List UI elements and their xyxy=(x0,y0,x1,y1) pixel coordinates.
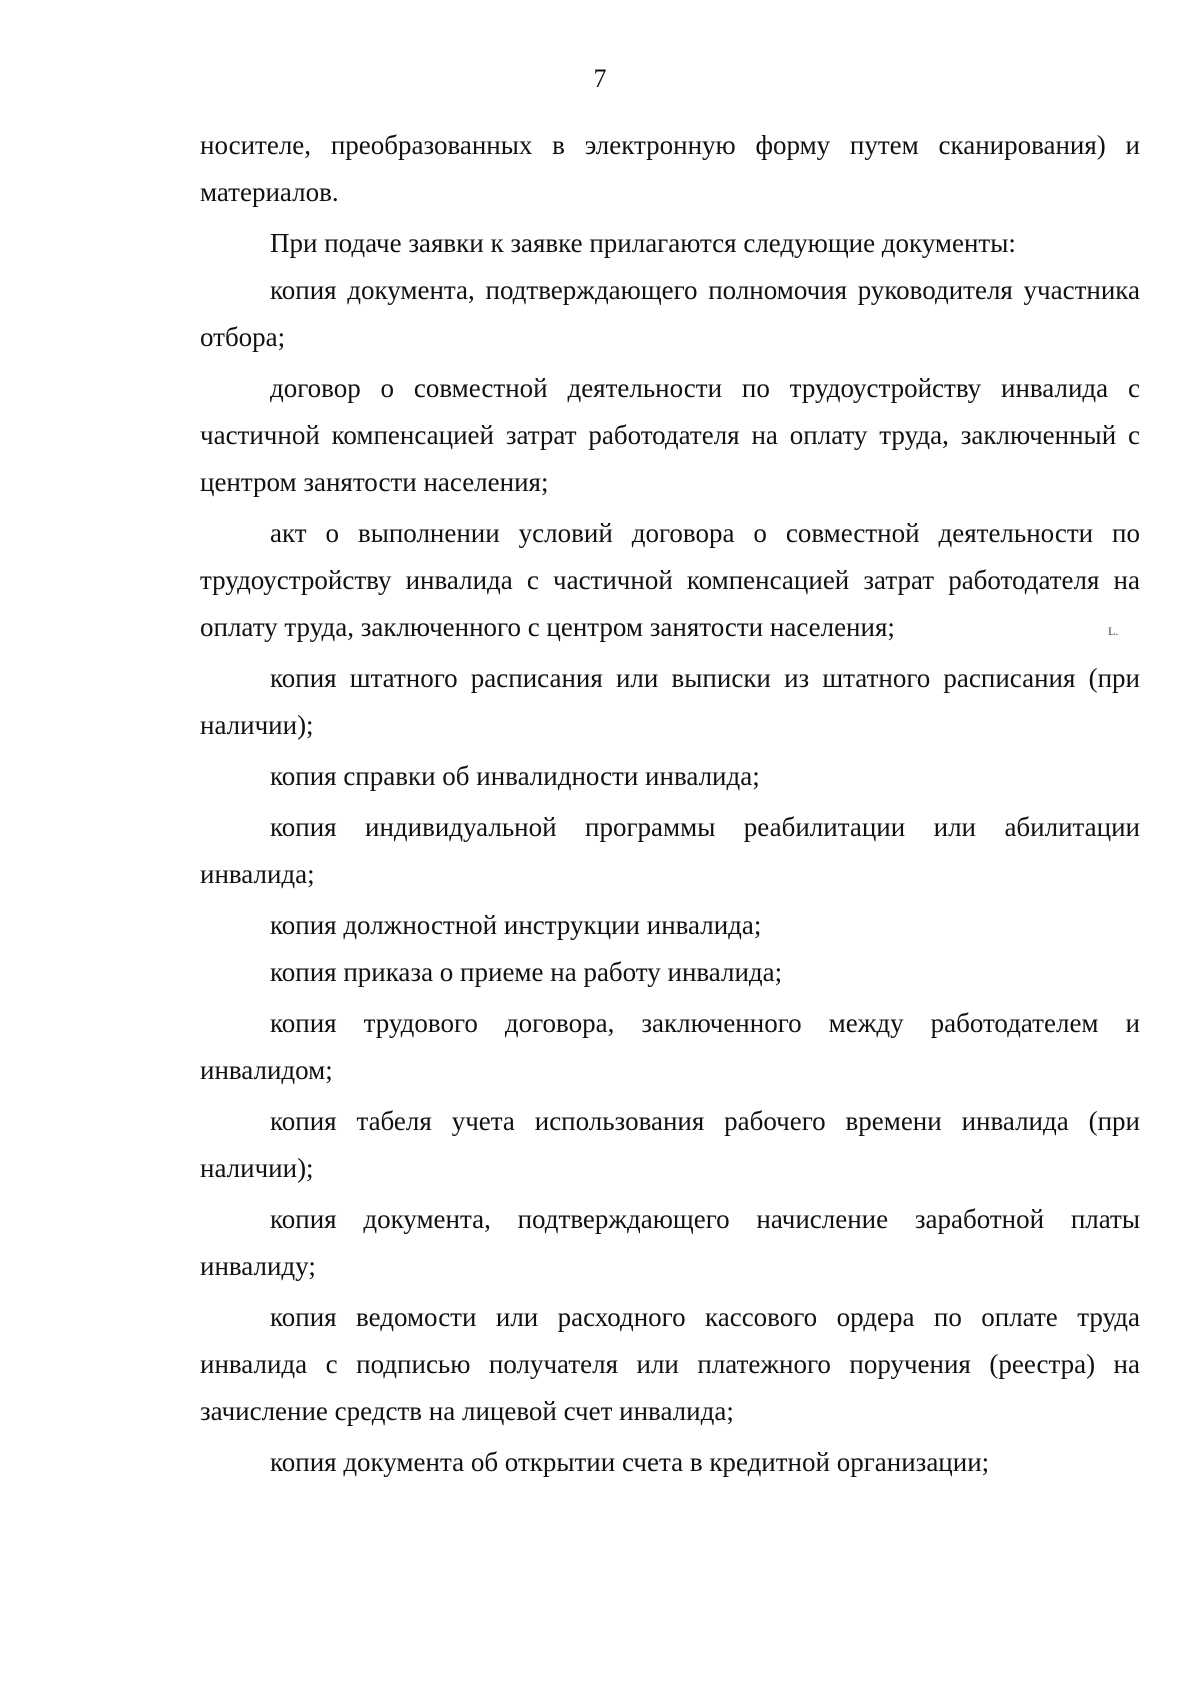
list-item-bank-account: копия документа об открытии счета в кредитной организации; xyxy=(270,1447,990,1477)
list-item-rehabilitation-program: копия индивидуальной программы реабилитации или абилитации инвалида; xyxy=(200,812,1140,889)
list-item-job-description: копия должностной инструкции инвалида; xyxy=(270,910,762,940)
paragraph-continuation: носителе, преобразованных в электронную форму путем сканирования) и материалов. xyxy=(200,130,1140,207)
list-item-staff-schedule: копия штатного расписания или выписки из штатного расписания (при наличии); xyxy=(200,663,1140,740)
list-item-hiring-order: копия приказа о приеме на работу инвалида; xyxy=(270,957,783,987)
list-item-authority-document: копия документа, подтверждающего полномочия руководителя участника отбора; xyxy=(200,275,1140,352)
paragraph-intro: При подаче заявки к заявке прилагаются следующие документы: xyxy=(270,228,1016,258)
list-item-employment-contract: копия трудового договора, заключенного между работодателем и инвалидом; xyxy=(200,1008,1140,1085)
scan-artifact-mark: L. xyxy=(1108,624,1119,638)
list-item-disability-certificate: копия справки об инвалидности инвалида; xyxy=(270,761,760,791)
list-item-joint-agreement: договор о совместной деятельности по трудоустройству инвалида с частичной компенсацией затрат работодателя на оплату труда, заключенный с центром занятости населения; xyxy=(200,373,1140,497)
page-number: 7 xyxy=(593,64,607,93)
document-body xyxy=(200,122,1140,1486)
list-item-payment-statement: копия ведомости или расходного кассового ордера по оплате труда инвалида с подписью получателя или платежного поручения (реестра) на зачисление средств на лицевой счет инвалида; xyxy=(200,1302,1140,1426)
list-item-salary-document: копия документа, подтверждающего начисление заработной платы инвалиду; xyxy=(200,1204,1140,1281)
list-item-timesheet: копия табеля учета использования рабочего времени инвалида (при наличии); xyxy=(200,1106,1140,1183)
list-item-fulfillment-act: акт о выполнении условий договора о совместной деятельности по трудоустройству инвалида с частичной компенсацией затрат работодателя на оплату труда, заключенного с центром занятости населения; xyxy=(200,518,1140,642)
